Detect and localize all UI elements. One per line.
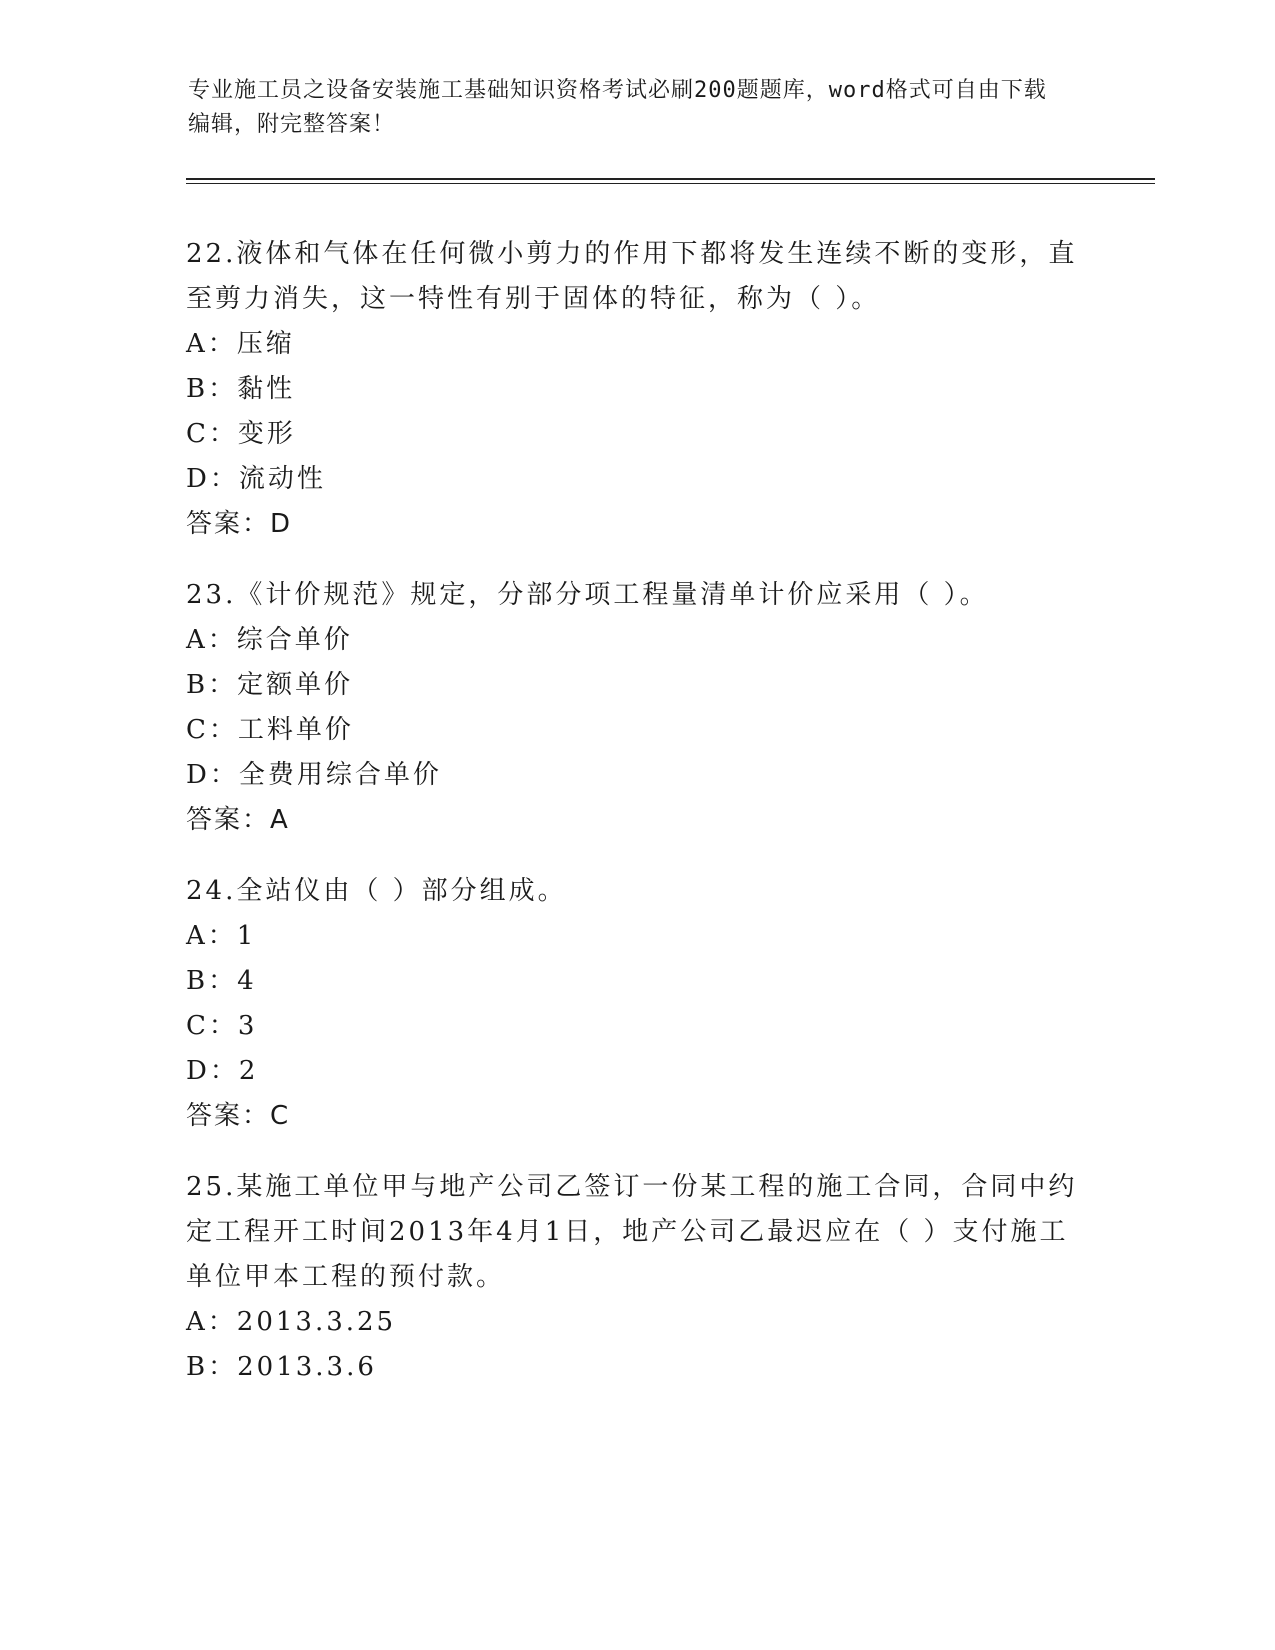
document-header: 专业施工员之设备安装施工基础知识资格考试必刷200题题库，word格式可自由下载编辑，附完整答案！ — [188, 78, 1047, 137]
option-d: D：2 — [186, 1056, 259, 1086]
question-text: 22.液体和气体在任何微小剪力的作用下都将发生连续不断的变形，直至剪力消失，这一特性有别于固体的特征，称为（ ）。 — [186, 239, 1078, 314]
option-c: C：工料单价 — [186, 715, 354, 745]
question-23 — [186, 573, 1086, 843]
option-a: A：压缩 — [186, 329, 295, 359]
option-b: B：4 — [186, 966, 257, 996]
option-b: B：定额单价 — [186, 670, 354, 700]
question-text: 25.某施工单位甲与地产公司乙签订一份某工程的施工合同，合同中约定工程开工时间2013年4月1日，地产公司乙最迟应在（ ）支付施工单位甲本工程的预付款。 — [186, 1172, 1078, 1292]
option-a: A：1 — [186, 921, 257, 951]
option-a: A：综合单价 — [186, 625, 353, 655]
question-25 — [186, 1165, 1086, 1390]
question-22 — [186, 232, 1086, 547]
question-text: 24.全站仪由（ ）部分组成。 — [186, 876, 567, 906]
header-divider-thin — [186, 183, 1155, 184]
question-24 — [186, 869, 1086, 1139]
option-b: B：2013.3.6 — [186, 1352, 377, 1382]
option-d: D：流动性 — [186, 464, 326, 494]
option-c: C：变形 — [186, 419, 296, 449]
option-a: A：2013.3.25 — [186, 1307, 397, 1337]
option-c: C：3 — [186, 1011, 258, 1041]
option-d: D：全费用综合单价 — [186, 760, 442, 790]
header-divider-thick — [186, 178, 1155, 180]
answer: 答案：C — [186, 1101, 291, 1131]
question-list — [186, 232, 1086, 1416]
answer: 答案：A — [186, 805, 290, 835]
option-b: B：黏性 — [186, 374, 296, 404]
question-text: 23.《计价规范》规定，分部分项工程量清单计价应采用（ ）。 — [186, 580, 989, 610]
answer: 答案：D — [186, 509, 293, 539]
